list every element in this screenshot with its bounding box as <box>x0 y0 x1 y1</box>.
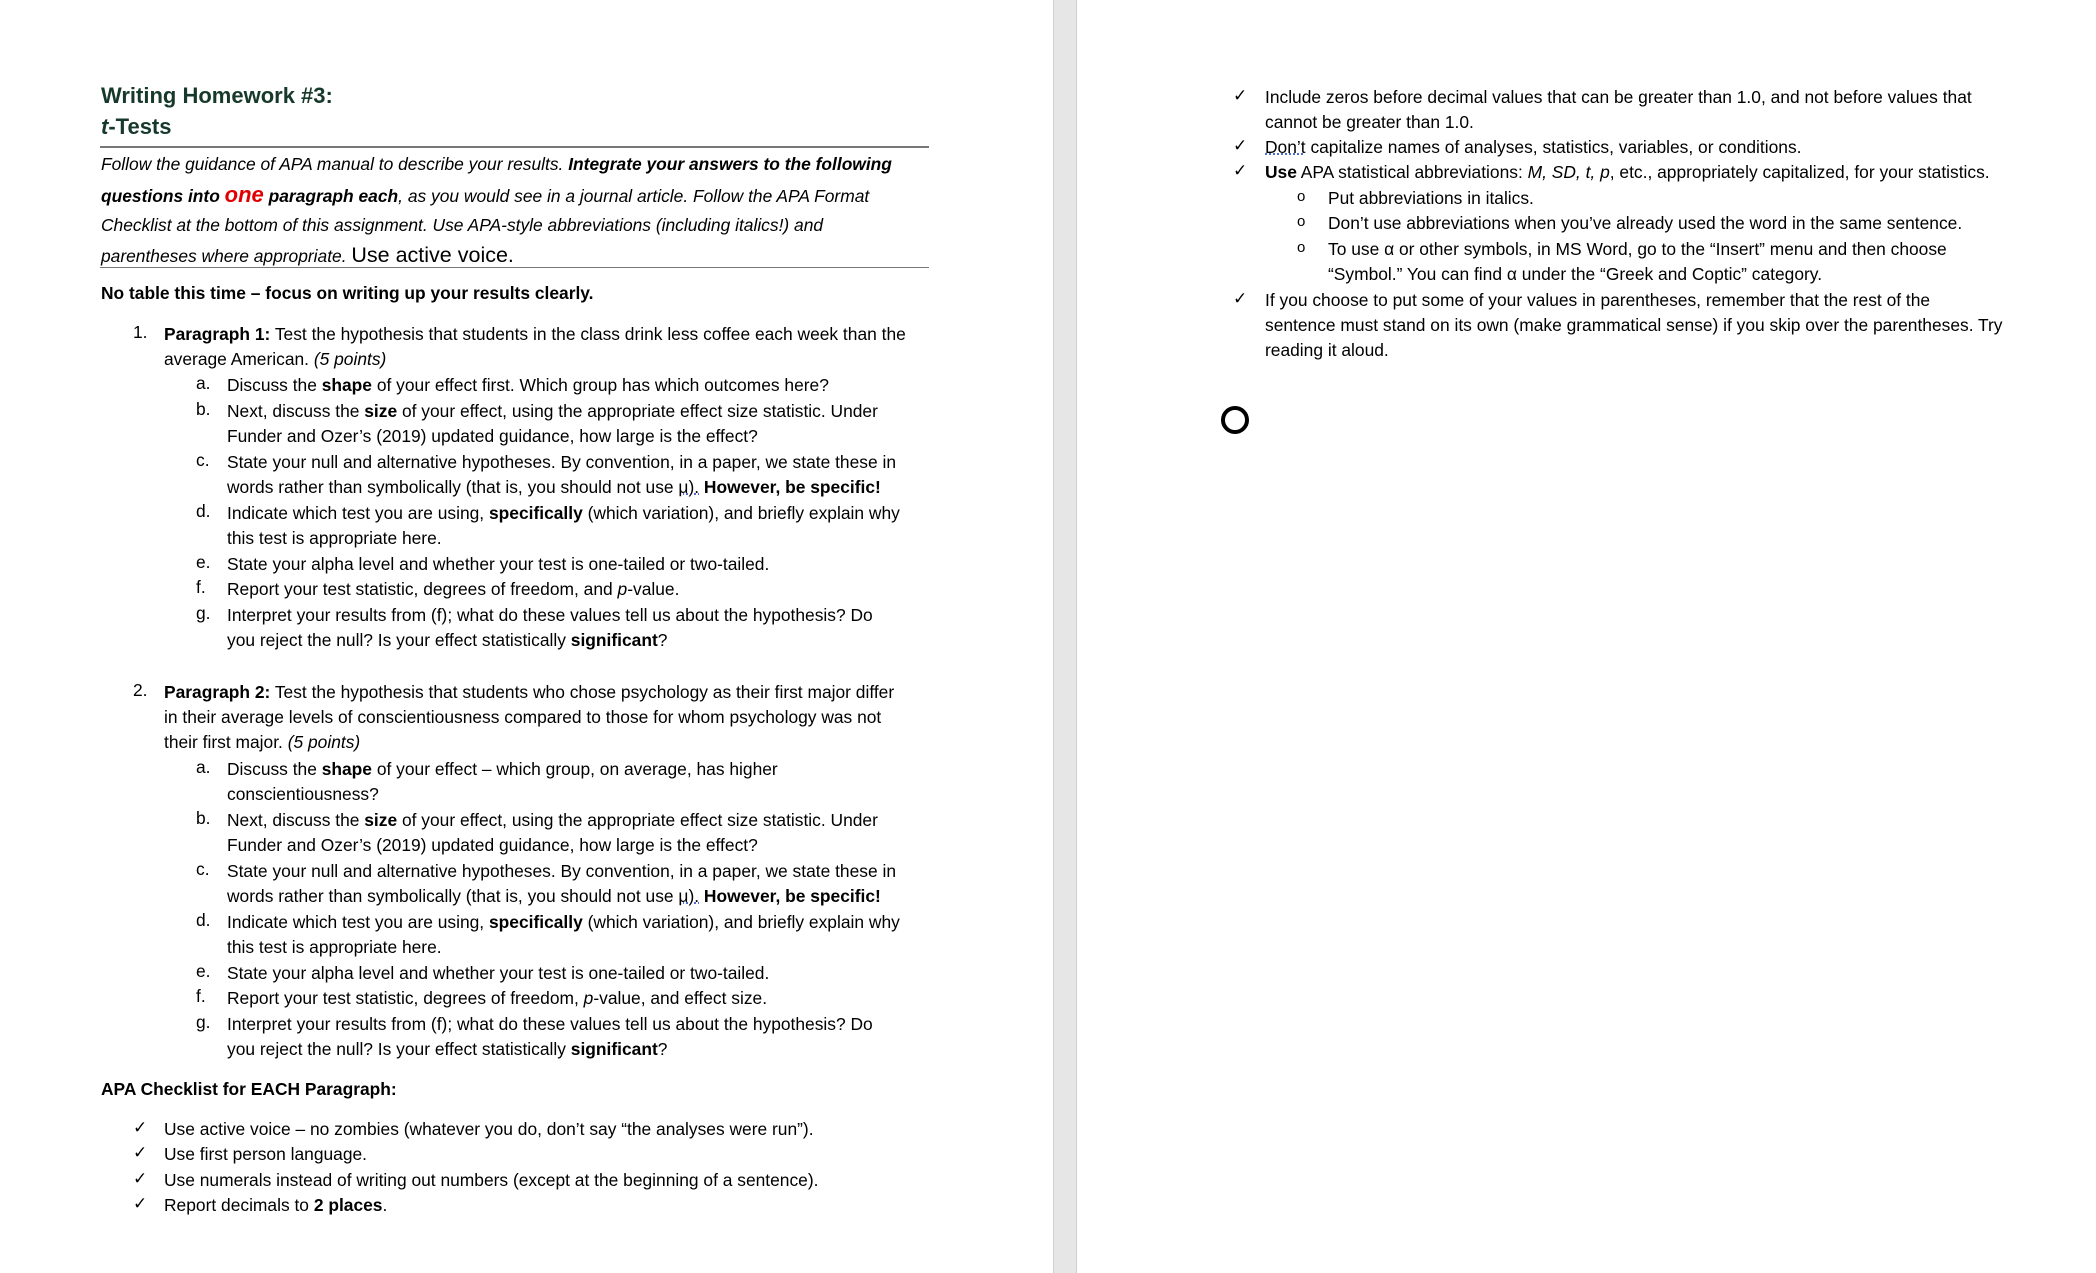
checklist-item: Use numerals instead of writing out numbers (except at the beginning of a sentence). <box>164 1170 819 1190</box>
cursor-ring-icon <box>1221 406 1249 434</box>
list-item-cont: words rather than symbolically (that is, you should not use μ). However, be specific! <box>227 886 881 906</box>
list-number: 2. <box>133 680 148 700</box>
list-item-cont: this test is appropriate here. <box>227 937 442 957</box>
list-item: Discuss the shape of your effect – which group, on average, has higher <box>227 759 778 779</box>
item-letter: c. <box>196 859 210 879</box>
mu-symbol: μ). <box>678 886 700 906</box>
checklist-item-cont: cannot be greater than 1.0. <box>1265 112 1474 132</box>
document-page-right <box>1077 0 2096 1273</box>
title-divider <box>100 146 929 148</box>
prompt-text: Test the hypothesis that students in the class drink less coffee each week than the <box>270 324 906 344</box>
checklist-item: Use APA statistical abbreviations: M, SD, t, p, etc., appropriately capitalized, for your statistics. <box>1265 162 1990 182</box>
prompt-text: Test the hypothesis that students who chose psychology as their first major differ <box>270 682 895 702</box>
item-letter: e. <box>196 961 211 981</box>
list-item: State your null and alternative hypotheses. By convention, in a paper, we state these in <box>227 452 896 472</box>
checkmark-icon: ✓ <box>1233 136 1248 155</box>
item-letter: a. <box>196 373 211 393</box>
item-letter: d. <box>196 910 211 930</box>
item-letter: f. <box>196 577 206 597</box>
instructions-text: parentheses where appropriate. <box>101 245 352 266</box>
item-letter: b. <box>196 808 211 828</box>
subtitle-rest: -Tests <box>108 114 172 139</box>
item-letter: g. <box>196 603 211 623</box>
mu-symbol: μ). <box>678 477 700 497</box>
list-item: Indicate which test you are using, specifically (which variation), and briefly explain why <box>227 503 900 523</box>
item-letter: d. <box>196 501 211 521</box>
instructions-divider <box>100 267 929 268</box>
list-item-cont: Funder and Ozer’s (2019) updated guidance, how large is the effect? <box>227 426 758 446</box>
item-letter: b. <box>196 399 211 419</box>
checklist-item-cont: sentence must stand on its own (make grammatical sense) if you skip over the parentheses. Try <box>1265 315 2003 335</box>
paragraph-1-prompt-cont <box>164 347 386 372</box>
sub-item: To use α or other symbols, in MS Word, go to the “Insert” menu and then choose <box>1328 239 1947 259</box>
paragraph-label: Paragraph 2: <box>164 682 271 702</box>
checklist-item: Use first person language. <box>164 1144 368 1164</box>
item-letter: a. <box>196 757 211 777</box>
paragraph-label: Paragraph 1: <box>164 324 271 344</box>
checkmark-icon: ✓ <box>1233 289 1248 308</box>
list-item: State your alpha level and whether your test is one-tailed or two-tailed. <box>227 963 770 983</box>
list-item-cont: you reject the null? Is your effect statistically significant? <box>227 1039 668 1059</box>
points-label: (5 points) <box>287 732 361 752</box>
spellcheck-word: Don’t <box>1265 137 1306 157</box>
list-item: Report your test statistic, degrees of freedom, and p-value. <box>227 579 680 599</box>
instructions-text: Checklist at the bottom of this assignment. Use APA-style abbreviations (including italics!) and <box>101 215 824 235</box>
page-title: Writing Homework #3: <box>101 83 333 108</box>
checkmark-icon: ✓ <box>133 1118 148 1137</box>
instructions-bold: Integrate your answers to the following <box>568 154 892 174</box>
one-emphasis: one <box>224 181 264 207</box>
no-table-note: No table this time – focus on writing up your results clearly. <box>101 283 594 303</box>
checkmark-icon: ✓ <box>133 1143 148 1162</box>
sub-item: Put abbreviations in italics. <box>1328 188 1534 208</box>
sub-bullet-icon: o <box>1297 213 1306 230</box>
item-letter: e. <box>196 552 211 572</box>
list-item: State your null and alternative hypotheses. By convention, in a paper, we state these in <box>227 861 896 881</box>
paragraph-1-prompt <box>164 322 906 347</box>
list-number: 1. <box>133 322 148 342</box>
checkmark-icon: ✓ <box>1233 86 1248 105</box>
list-item-cont: words rather than symbolically (that is, you should not use μ). However, be specific! <box>227 477 881 497</box>
item-letter: g. <box>196 1012 211 1032</box>
list-item: Interpret your results from (f); what do these values tell us about the hypothesis? Do <box>227 605 873 625</box>
checklist-item: Report decimals to 2 places. <box>164 1195 388 1215</box>
checkmark-icon: ✓ <box>133 1169 148 1188</box>
checklist-heading: APA Checklist for EACH Paragraph: <box>101 1079 397 1099</box>
sub-item: Don’t use abbreviations when you’ve already used the word in the same sentence. <box>1328 213 1963 233</box>
list-item-cont: Funder and Ozer’s (2019) updated guidance, how large is the effect? <box>227 835 758 855</box>
active-voice-emphasis: Use active voice. <box>351 242 514 267</box>
list-item: Next, discuss the size of your effect, using the appropriate effect size statistic. Under <box>227 401 878 421</box>
checklist-item-cont: reading it aloud. <box>1265 340 1389 360</box>
item-letter: f. <box>196 986 206 1006</box>
list-item: Discuss the shape of your effect first. Which group has which outcomes here? <box>227 375 829 395</box>
instructions-bold: questions into <box>101 185 225 206</box>
paragraph-2-prompt-cont <box>164 730 360 755</box>
list-item-cont: conscientiousness? <box>227 784 379 804</box>
list-item: State your alpha level and whether your test is one-tailed or two-tailed. <box>227 554 770 574</box>
sub-bullet-icon: o <box>1297 239 1306 256</box>
instructions-block <box>101 150 929 271</box>
paragraph-2-prompt <box>164 680 894 705</box>
checkmark-icon: ✓ <box>133 1194 148 1213</box>
subtitle-italic: t <box>101 114 109 139</box>
list-item-cont: you reject the null? Is your effect statistically significant? <box>227 630 668 650</box>
checklist-item: Use active voice – no zombies (whatever you do, don’t say “the analyses were run”). <box>164 1119 814 1139</box>
checklist-item: Don’t capitalize names of analyses, statistics, variables, or conditions. <box>1265 137 1802 157</box>
checklist-item: If you choose to put some of your values in parentheses, remember that the rest of the <box>1265 290 1931 310</box>
list-item: Interpret your results from (f); what do these values tell us about the hypothesis? Do <box>227 1014 873 1034</box>
prompt-text: their first major. <box>164 732 288 752</box>
points-label: (5 points) <box>313 349 387 369</box>
list-item-cont: this test is appropriate here. <box>227 528 442 548</box>
list-item: Indicate which test you are using, specifically (which variation), and briefly explain why <box>227 912 900 932</box>
checklist-item: Include zeros before decimal values that can be greater than 1.0, and not before values that <box>1265 87 1972 107</box>
prompt-text: average American. <box>164 349 314 369</box>
checkmark-icon: ✓ <box>1233 161 1248 180</box>
paragraph-2-prompt-cont: in their average levels of conscientiousness compared to those for whom psychology was not <box>164 707 882 727</box>
instructions-text: Follow the guidance of APA manual to describe your results. <box>101 154 569 174</box>
instructions-text: , as you would see in a journal article. Follow the APA Format <box>398 185 870 206</box>
list-item: Report your test statistic, degrees of freedom, p-value, and effect size. <box>227 988 768 1008</box>
list-item: Next, discuss the size of your effect, using the appropriate effect size statistic. Under <box>227 810 878 830</box>
sub-item-cont: “Symbol.” You can find α under the “Greek and Coptic” category. <box>1328 264 1823 284</box>
sub-bullet-icon: o <box>1297 188 1306 205</box>
item-letter: c. <box>196 450 210 470</box>
page-gutter <box>1053 0 1077 1273</box>
page-subtitle <box>101 114 172 140</box>
instructions-bold: paragraph each <box>263 185 399 206</box>
